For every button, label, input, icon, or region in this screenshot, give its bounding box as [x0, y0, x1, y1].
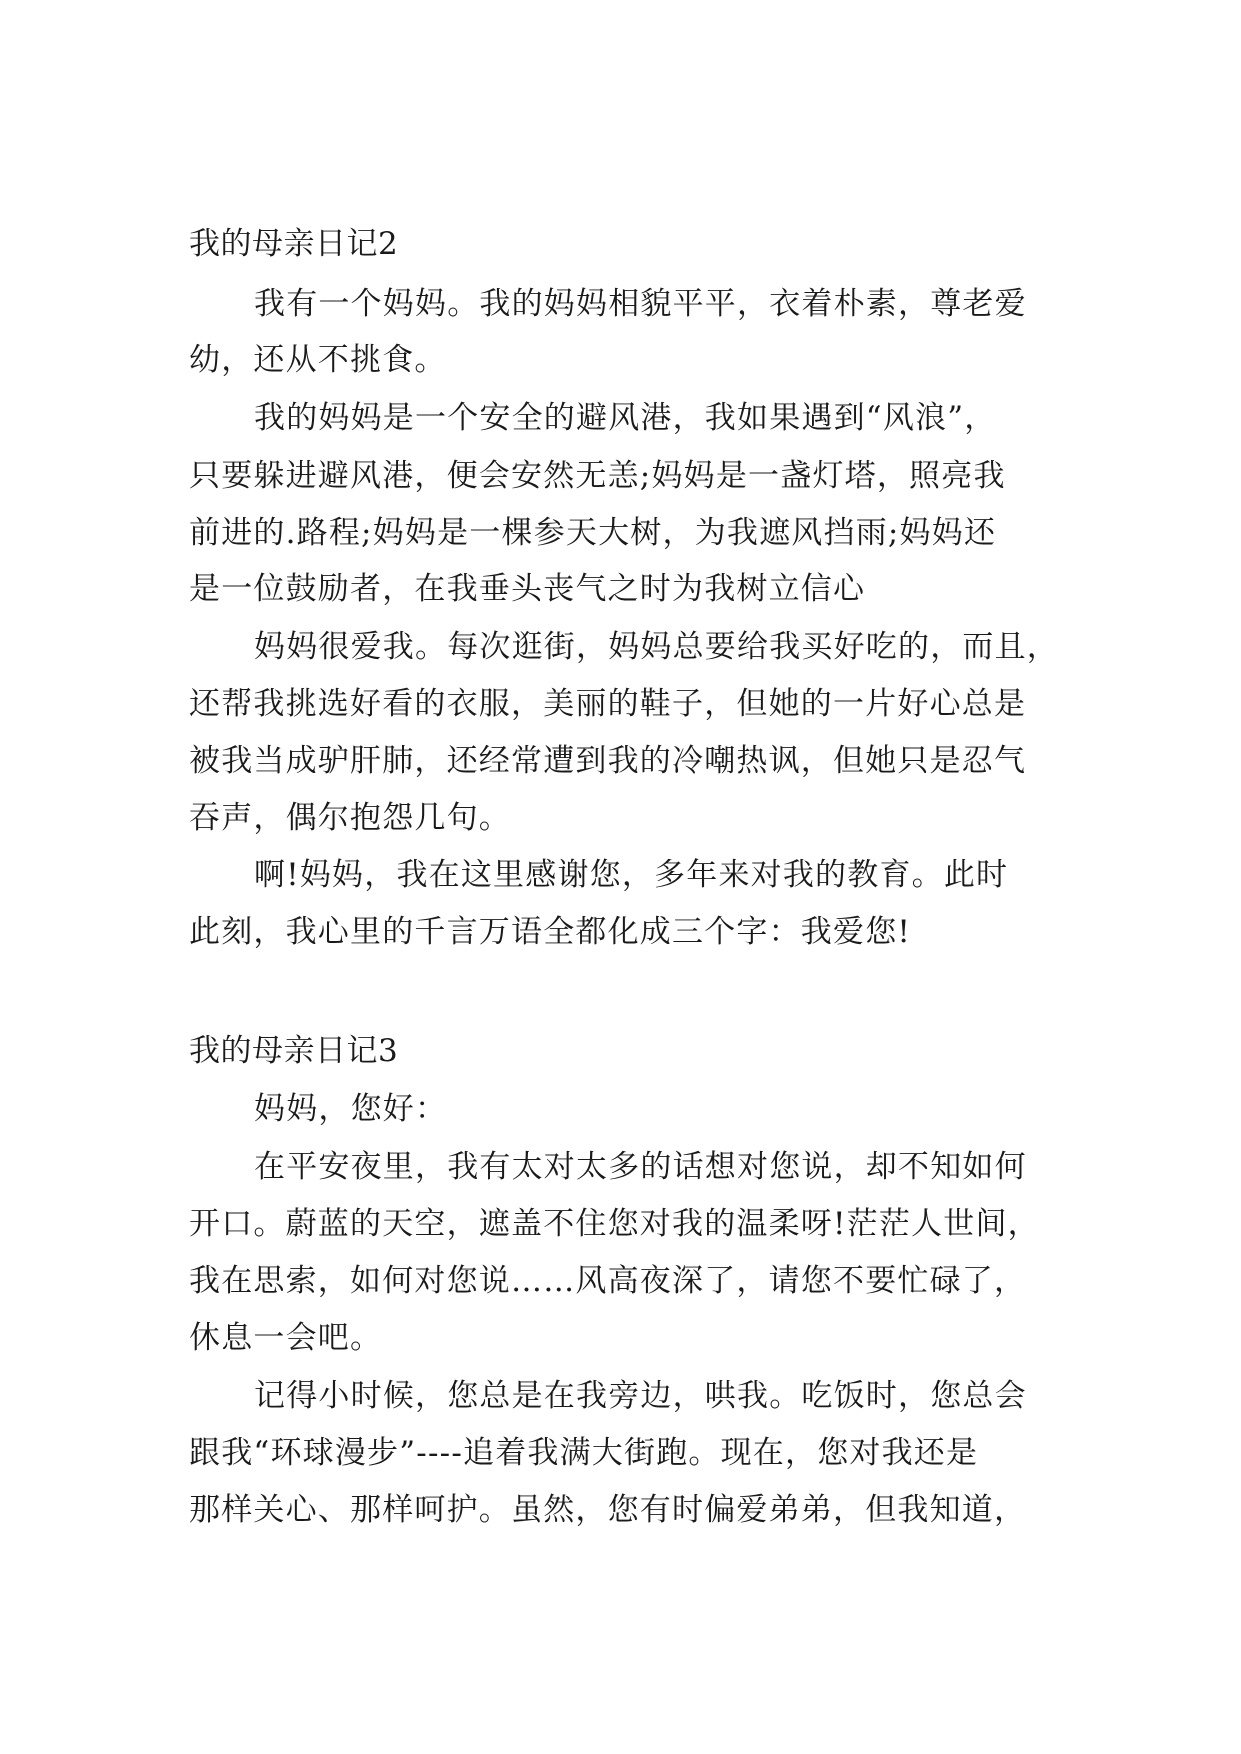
paragraph-line: 记得小时候，您总是在我旁边，哄我。吃饭时，您总会	[254, 1378, 1027, 1414]
paragraph-line: 跟我“环球漫步”----追着我满大街跑。现在，您对我还是	[189, 1435, 979, 1471]
paragraph-line: 被我当成驴肝肺，还经常遭到我的冷嘲热讽，但她只是忍气	[189, 743, 1027, 779]
paragraph-line: 幼，还从不挑食。	[189, 342, 447, 378]
paragraph-line: 吞声，偶尔抱怨几句。	[189, 800, 511, 836]
paragraph-line: 前进的.路程;妈妈是一棵参天大树，为我遮风挡雨;妈妈还	[189, 515, 997, 551]
paragraph-line: 此刻，我心里的千言万语全都化成三个字：我爱您!	[189, 914, 912, 950]
paragraph-line: 我有一个妈妈。我的妈妈相貌平平，衣着朴素，尊老爱	[254, 286, 1027, 322]
paragraph-line: 妈妈很爱我。每次逛街，妈妈总要给我买好吃的，而且，	[254, 629, 1059, 665]
paragraph-line: 在平安夜里，我有太对太多的话想对您说，却不知如何	[254, 1149, 1027, 1185]
section-title: 我的母亲日记2	[189, 226, 399, 262]
paragraph-line: 开口。蔚蓝的天空，遮盖不住您对我的温柔呀!茫茫人世间，	[189, 1206, 1040, 1242]
paragraph-line: 休息一会吧。	[189, 1320, 383, 1356]
paragraph-line: 啊!妈妈，我在这里感谢您，多年来对我的教育。此时	[254, 857, 1009, 893]
paragraph-line: 妈妈，您好：	[254, 1091, 448, 1127]
paragraph-line: 我在思索，如何对您说……风高夜深了，请您不要忙碌了，	[189, 1263, 1027, 1299]
section-title: 我的母亲日记3	[189, 1033, 399, 1069]
paragraph-line: 那样关心、那样呵护。虽然，您有时偏爱弟弟，但我知道，	[189, 1492, 1027, 1528]
paragraph-line: 只要躲进避风港，便会安然无恙;妈妈是一盏灯塔，照亮我	[189, 458, 1006, 494]
paragraph-line: 还帮我挑选好看的衣服，美丽的鞋子，但她的一片好心总是	[189, 686, 1027, 722]
paragraph-line: 是一位鼓励者，在我垂头丧气之时为我树立信心	[189, 571, 866, 607]
paragraph-line: 我的妈妈是一个安全的避风港，我如果遇到“风浪”，	[254, 400, 997, 436]
